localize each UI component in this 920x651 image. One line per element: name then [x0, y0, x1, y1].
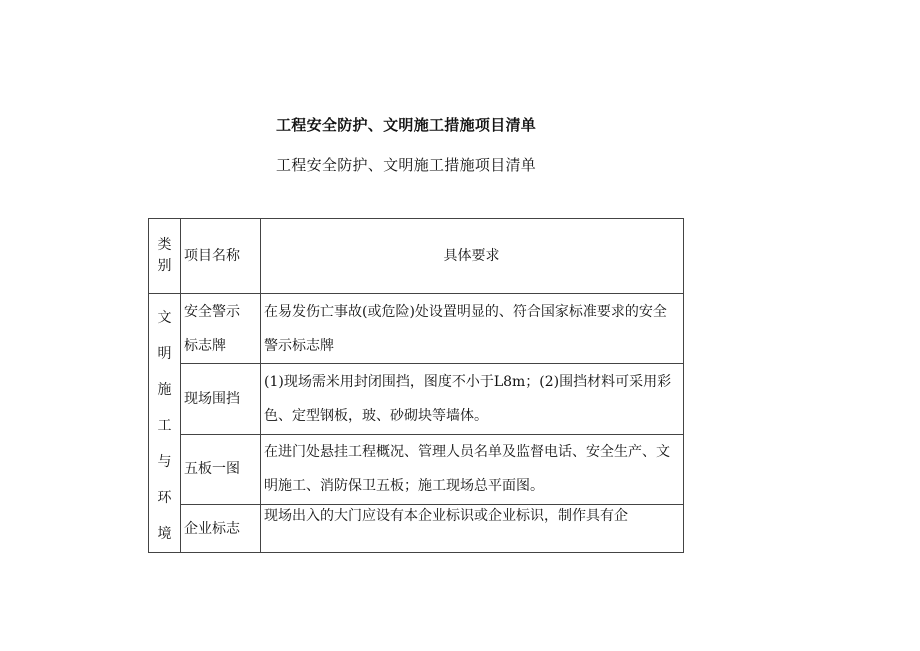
item-name-cell: 现场围挡 — [181, 364, 261, 434]
category-char: 工 — [157, 418, 172, 434]
document-title-bold: 工程安全防护、文明施工措施项目清单 — [276, 116, 537, 134]
category-char: 环 — [157, 490, 172, 506]
measures-table — [148, 218, 684, 553]
item-name-cell: 企业标志 — [181, 505, 261, 553]
category-char: 境 — [157, 526, 172, 542]
category-char: 文 — [157, 310, 172, 326]
requirement-cell: 现场出入的大门应设有本企业标识或企业标识，制作具有企 — [261, 505, 684, 553]
item-name-cell: 五板一图 — [181, 434, 261, 504]
item-name-cell — [181, 294, 261, 364]
measures-table-container — [148, 218, 684, 542]
category-cell — [149, 294, 181, 553]
table-row — [149, 505, 684, 553]
table-header-row — [149, 219, 684, 294]
requirement-cell: 在易发伤亡事故(或危险)处设置明显的、符合国家标准要求的安全警示标志牌 — [261, 294, 684, 364]
header-category-char: 别 — [157, 258, 172, 274]
table-row — [149, 294, 684, 364]
item-name-line: 安全警示 — [184, 303, 240, 320]
category-char: 与 — [157, 454, 172, 470]
header-requirement: 具体要求 — [261, 219, 684, 294]
requirement-cell: 在进门处悬挂工程概况、管理人员名单及监督电话、安全生产、文明施工、消防保卫五板；施工现场总平面图。 — [261, 434, 684, 504]
header-category — [149, 219, 181, 294]
table-row — [149, 364, 684, 434]
category-char: 明 — [157, 346, 172, 362]
document-title: 工程安全防护、文明施工措施项目清单 — [276, 156, 537, 174]
category-char: 施 — [157, 382, 172, 398]
table-row — [149, 434, 684, 504]
header-category-char: 类 — [157, 237, 172, 253]
header-item-name: 项目名称 — [181, 219, 261, 294]
requirement-cell: (1)现场需米用封闭围挡，图度不小于L8m；(2)围挡材料可采用彩色、定型钢板，玻、砂砌块等墙体。 — [261, 364, 684, 434]
item-name-line: 标志牌 — [184, 337, 226, 354]
